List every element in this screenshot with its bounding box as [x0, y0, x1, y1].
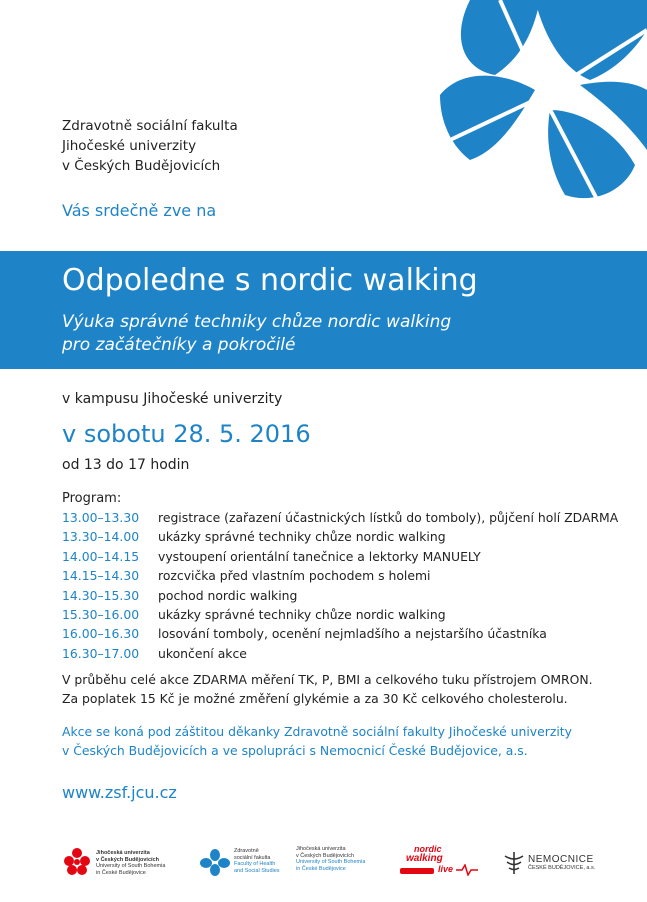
note-line: V průběhu celé akce ZDARMA měření TK, P, BMI a celkového tuku přístrojem OMRON. — [62, 672, 593, 687]
logo-line: Jihočeská univerzita — [96, 850, 150, 856]
event-hours: od 13 do 17 hodin — [62, 457, 190, 473]
program-list — [62, 510, 642, 665]
zsf-flower-icon — [200, 848, 230, 876]
program-row — [62, 646, 642, 665]
title-banner — [0, 251, 647, 369]
subtitle-line: Výuka správné techniky chůze nordic walking — [62, 312, 452, 332]
program-row — [62, 568, 642, 587]
invite-text: Vás srdečně zve na — [62, 201, 217, 220]
program-label: Program: — [62, 491, 122, 506]
logo-line: nordic — [414, 844, 442, 854]
zsf-logo-text — [234, 848, 280, 874]
nemocnice-logo-text — [528, 854, 595, 871]
nordic-walking-live-logo — [398, 844, 478, 880]
note-line: Za poplatek 15 Kč je možné změření glykémie a za 30 Kč celkového cholesterolu. — [62, 691, 568, 706]
logo-line: v Českých Budějovicích — [296, 852, 355, 859]
logo-line: University of South Bohemia — [96, 863, 166, 869]
program-activity: registrace (zařazení účastnických lístků do tomboly), půjčení holí ZDARMA — [158, 510, 619, 525]
faculty-line: Jihočeské univerzity — [62, 138, 197, 154]
event-title: Odpoledne s nordic walking — [62, 263, 478, 298]
faculty-flower-logo — [440, 0, 647, 210]
program-row — [62, 607, 642, 626]
program-row — [62, 588, 642, 607]
logo-line: v Českých Budějovicích — [96, 856, 159, 863]
program-time: 15.30–16.00 — [62, 606, 140, 622]
event-date: v sobotu 28. 5. 2016 — [62, 420, 311, 448]
nemocnice-emblem-icon — [502, 850, 526, 876]
logo-line: live — [438, 864, 454, 874]
program-activity: ukázky správné techniky chůze nordic walking — [158, 606, 446, 622]
program-time: 14.30–15.30 — [62, 587, 140, 603]
faculty-line: Zdravotně sociální fakulta — [62, 118, 238, 134]
ju-logo-text — [96, 850, 165, 876]
event-subtitle — [62, 311, 451, 357]
program-activity: losování tomboly, ocenění nejmladšího a nejstaršího účastníka — [158, 626, 547, 642]
patron-line: Akce se koná pod záštitou děkanky Zdravotně sociální fakulty Jihočeské univerzity — [62, 724, 572, 739]
ju-flower-icon — [62, 846, 92, 876]
program-activity: ukončení akce — [158, 645, 247, 661]
program-row — [62, 510, 642, 529]
logo-line: NEMOCNICE — [528, 854, 594, 865]
program-time: 14.00–14.15 — [62, 548, 140, 564]
ju-text-logo — [296, 846, 365, 872]
event-venue: v kampusu Jihočeské univerzity — [62, 391, 283, 407]
program-time: 13.30–14.00 — [62, 529, 140, 545]
subtitle-line: pro začátečníky a pokročilé — [62, 335, 296, 355]
program-activity: vystoupení orientální tanečnice a lektorky MANUELY — [158, 548, 481, 564]
program-time: 16.30–17.00 — [62, 645, 140, 661]
patron-line: v Českých Budějovicích a ve spolupráci s Nemocnicí České Budějovice, a.s. — [62, 743, 528, 758]
logo-line: Jihočeská univerzita — [296, 846, 346, 852]
patronage-note — [62, 722, 572, 760]
logo-line: Zdravotně — [234, 848, 259, 854]
program-activity: ukázky správné techniky chůze nordic walking — [158, 529, 446, 545]
program-time: 16.00–16.30 — [62, 626, 140, 642]
faculty-line: v Českých Budějovicích — [62, 158, 221, 174]
program-row — [62, 626, 642, 645]
heartbeat-icon — [398, 864, 478, 876]
logo-line: sociální fakulta — [234, 854, 271, 861]
logo-line: and Social Studies — [234, 867, 280, 874]
logo-line: walking — [406, 853, 443, 864]
website-link[interactable]: www.zsf.jcu.cz — [62, 783, 177, 802]
program-time: 14.15–14.30 — [62, 568, 140, 584]
logo-line: in České Budějovice — [296, 865, 346, 872]
program-time: 13.00–13.30 — [62, 510, 140, 525]
logo-line: in České Budějovice — [96, 869, 146, 876]
logo-line: ČESKÉ BUDĚJOVICE, a.s. — [528, 865, 596, 871]
program-activity: pochod nordic walking — [158, 587, 298, 603]
logo-line: Faculty of Health — [234, 861, 276, 867]
logo-line: University of South Bohemia — [296, 859, 366, 865]
program-row — [62, 529, 642, 548]
partner-logos — [0, 840, 647, 890]
health-measurement-note — [62, 670, 642, 708]
program-row — [62, 549, 642, 568]
program-activity: rozcvička před vlastním pochodem s holemi — [158, 568, 431, 584]
faculty-name — [62, 116, 238, 176]
